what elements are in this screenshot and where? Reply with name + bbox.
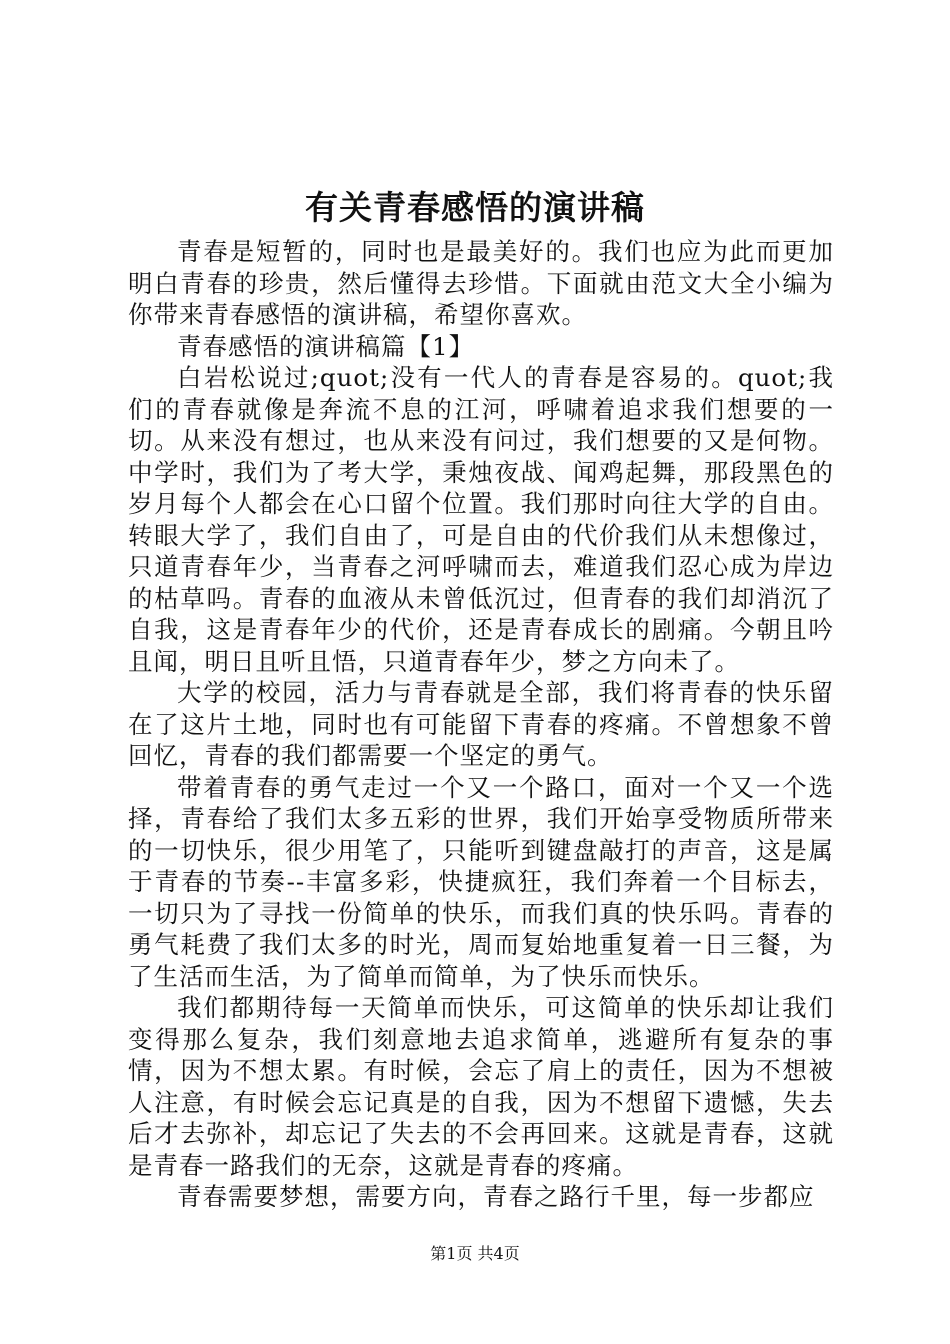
section-heading: 青春感悟的演讲稿篇【1】 — [177, 331, 475, 361]
body-paragraph: 大学的校园，活力与青春就是全部，我们将青春的快乐留在了这片土地，同时也有可能留下青春的疼痛。不曾想象不曾回忆，青春的我们都需要一个坚定的勇气。 — [128, 678, 834, 770]
page-number-footer: 第1页 共4页 — [430, 1244, 520, 1263]
body-paragraph: 青春需要梦想，需要方向，青春之路行千里，每一步都应 — [177, 1182, 815, 1211]
body-paragraph: 我们都期待每一天简单而快乐，可这简单的快乐却让我们变得那么复杂，我们刻意地去追求简单，逃避所有复杂的事情，因为不想太累。有时候，会忘了肩上的责任，因为不想被人注意，有时候会忘记真是的自我，因为不想留下遗憾，失去后才去弥补，却忘记了失去的不会再回来。这就是青春，这就是青春一路我们的无奈，这就是青春的疼痛。 — [128, 993, 834, 1180]
document-title: 有关青春感悟的演讲稿 — [305, 188, 645, 227]
body-paragraph: 带着青春的勇气走过一个又一个路口，面对一个又一个选择，青春给了我们太多五彩的世界，我们开始享受物质所带来的一切快乐，很少用笔了，只能听到键盘敲打的声音，这是属于青春的节奏--丰富多彩，快捷疯狂，我们奔着一个目标去，一切只为了寻找一份简单的快乐，而我们真的快乐吗。青春的勇气耗费了我们太多的时光，周而复始地重复着一日三餐，为了生活而生活，为了简单而简单，为了快乐而快乐。 — [128, 772, 834, 991]
document-body — [128, 236, 834, 1213]
intro-paragraph: 青春是短暂的，同时也是最美好的。我们也应为此而更加明白青春的珍贵，然后懂得去珍惜。下面就由范文大全小编为你带来青春感悟的演讲稿，希望你喜欢。 — [128, 237, 834, 329]
body-paragraph: 白岩松说过;quot;没有一代人的青春是容易的。quot;我们的青春就像是奔流不息的江河，呼啸着追求我们想要的一切。从来没有想过，也从来没有问过，我们想要的又是何物。中学时，我们为了考大学，秉烛夜战、闻鸡起舞，那段黑色的岁月每个人都会在心口留个位置。我们那时向往大学的自由。转眼大学了，我们自由了，可是自由的代价我们从未想像过，只道青春年少，当青春之河呼啸而去，难道我们忍心成为岸边的枯草吗。青春的血液从未曾低沉过，但青春的我们却消沉了自我，这是青春年少的代价，还是青春成长的剧痛。今朝且吟且闻，明日且听且悟，只道青春年少，梦之方向未了。 — [128, 363, 834, 676]
